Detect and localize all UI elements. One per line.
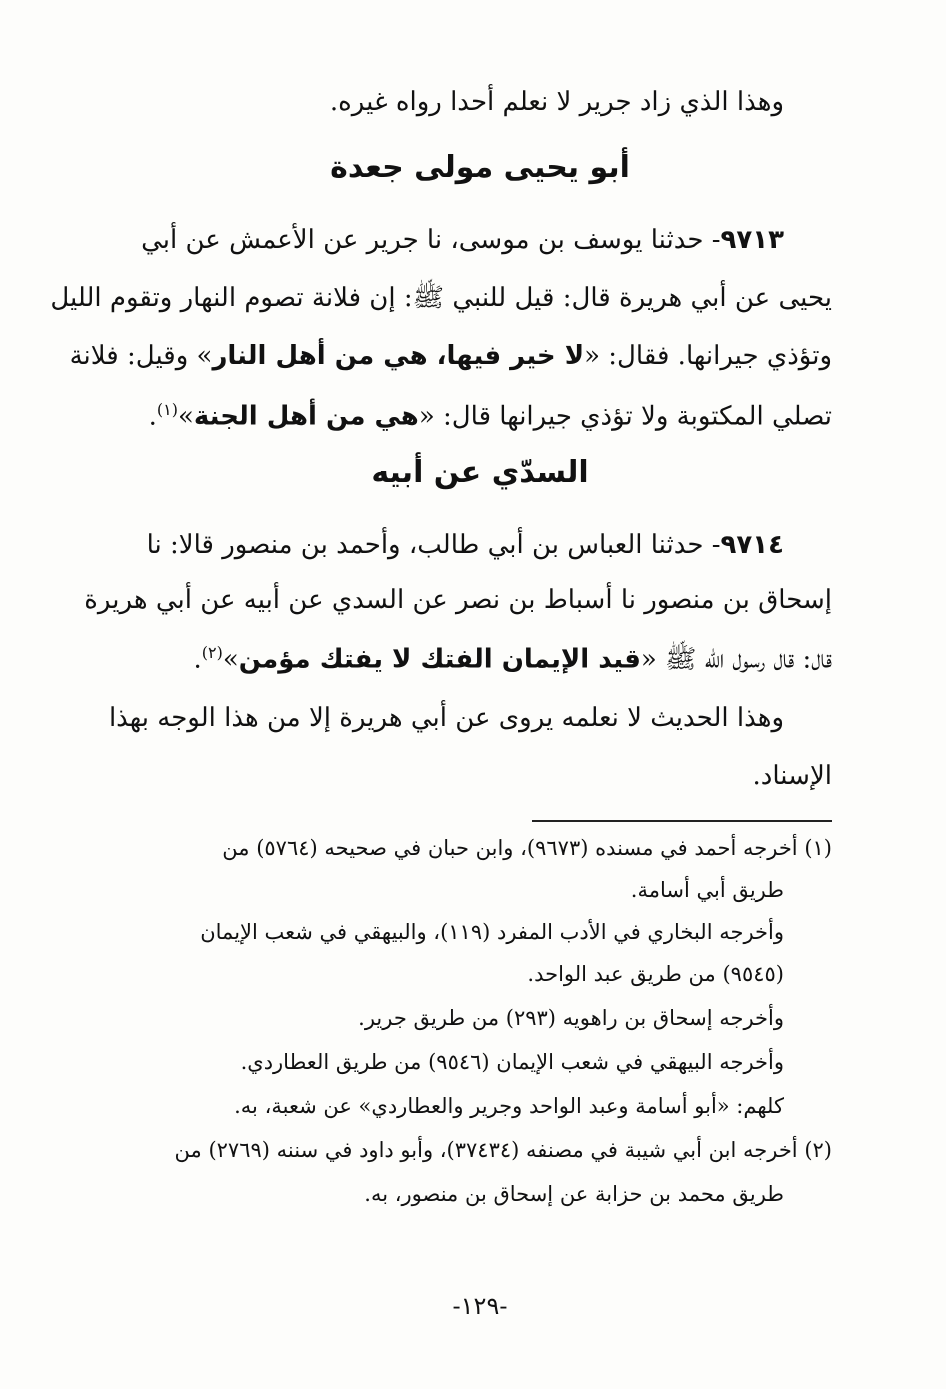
closing-line-1: وهذا الحديث لا نعلمه يروى عن أبي هريرة إلا من هذا الوجه بهذا [108, 703, 784, 733]
hadith-9713-line-1: ٩٧١٣- حدثنا يوسف بن موسى، نا جرير عن الأعمش عن أبي [141, 225, 784, 255]
footnote-1-line-1: (١) أخرجه أحمد في مسنده (٩٦٧٣)، وابن حبان في صحيحه (٥٧٦٤) من [222, 836, 832, 860]
footnote-divider [532, 820, 832, 822]
hadith-9714-line-2: إسحاق بن منصور نا أسباط بن نصر عن السدي عن أبيه عن أبي هريرة [84, 585, 832, 615]
hadith-9713-line-2: يحيى عن أبي هريرة قال: قيل للنبي ﷺ: إن فلانة تصوم النهار وتقوم الليل [50, 283, 832, 313]
hadith-quote: لا خير فيها، هي من أهل النار [212, 341, 585, 371]
footnote-1-line-5: وأخرجه إسحاق بن راهويه (٢٩٣) من طريق جرير. [358, 1006, 784, 1030]
footnote-1-line-3: وأخرجه البخاري في الأدب المفرد (١١٩)، والبيهقي في شعب الإيمان [200, 920, 784, 944]
footnote-1-line-6: وأخرجه البيهقي في شعب الإيمان (٩٥٤٦) من طريق العطاردي. [240, 1050, 784, 1074]
footnote-1-line-4: (٩٥٤٥) من طريق عبد الواحد. [527, 962, 784, 986]
hadith-quote: قيد الإيمان الفتك لا يفتك مؤمن [238, 644, 641, 675]
closing-line-2: الإسناد. [752, 761, 832, 791]
section-heading-suddi: السدّي عن أبيه [371, 455, 589, 490]
hadith-number: ٩٧١٤ [720, 530, 784, 560]
hadith-9713-line-3: وتؤذي جيرانها. فقال: «لا خير فيها، هي من أهل النار» وقيل: فلانة [69, 341, 832, 371]
footnote-1-line-2: طريق أبي أسامة. [630, 878, 784, 902]
footnote-ref-2[interactable]: (٢) [201, 643, 223, 662]
footnote-2-line-2: طريق محمد بن حزابة عن إسحاق بن منصور، به. [364, 1182, 784, 1206]
hadith-quote: هي من أهل الجنة [193, 401, 419, 432]
hadith-9713-line-4: تصلي المكتوبة ولا تؤذي جيرانها قال: «هي من أهل الجنة»$^{(١)}$. [148, 400, 832, 432]
section-heading-abu-yahya: أبو يحيى مولى جعدة [330, 150, 630, 185]
hadith-9714-line-3: قال: قال رسول الله ﷺ «قيد الإيمان الفتك لا يفتك مؤمن»$^{(٢)}$. [193, 643, 832, 675]
hadith-number: ٩٧١٣ [720, 225, 784, 255]
intro-line: وهذا الذي زاد جرير لا نعلم أحدا رواه غيره. [329, 87, 784, 117]
hadith-9714-line-1: ٩٧١٤- حدثنا العباس بن أبي طالب، وأحمد بن منصور قالا: نا [146, 530, 784, 560]
page-number: -١٢٩- [452, 1292, 508, 1320]
footnote-2-line-1: (٢) أخرجه ابن أبي شيبة في مصنفه (٣٧٤٣٤)، وأبو داود في سننه (٢٧٦٩) من [174, 1138, 832, 1162]
footnote-1-line-7: كلهم: «أبو أسامة وعبد الواحد وجرير والعطاردي» عن شعبة، به. [234, 1094, 784, 1118]
footnote-ref-1[interactable]: (١) [156, 400, 178, 419]
